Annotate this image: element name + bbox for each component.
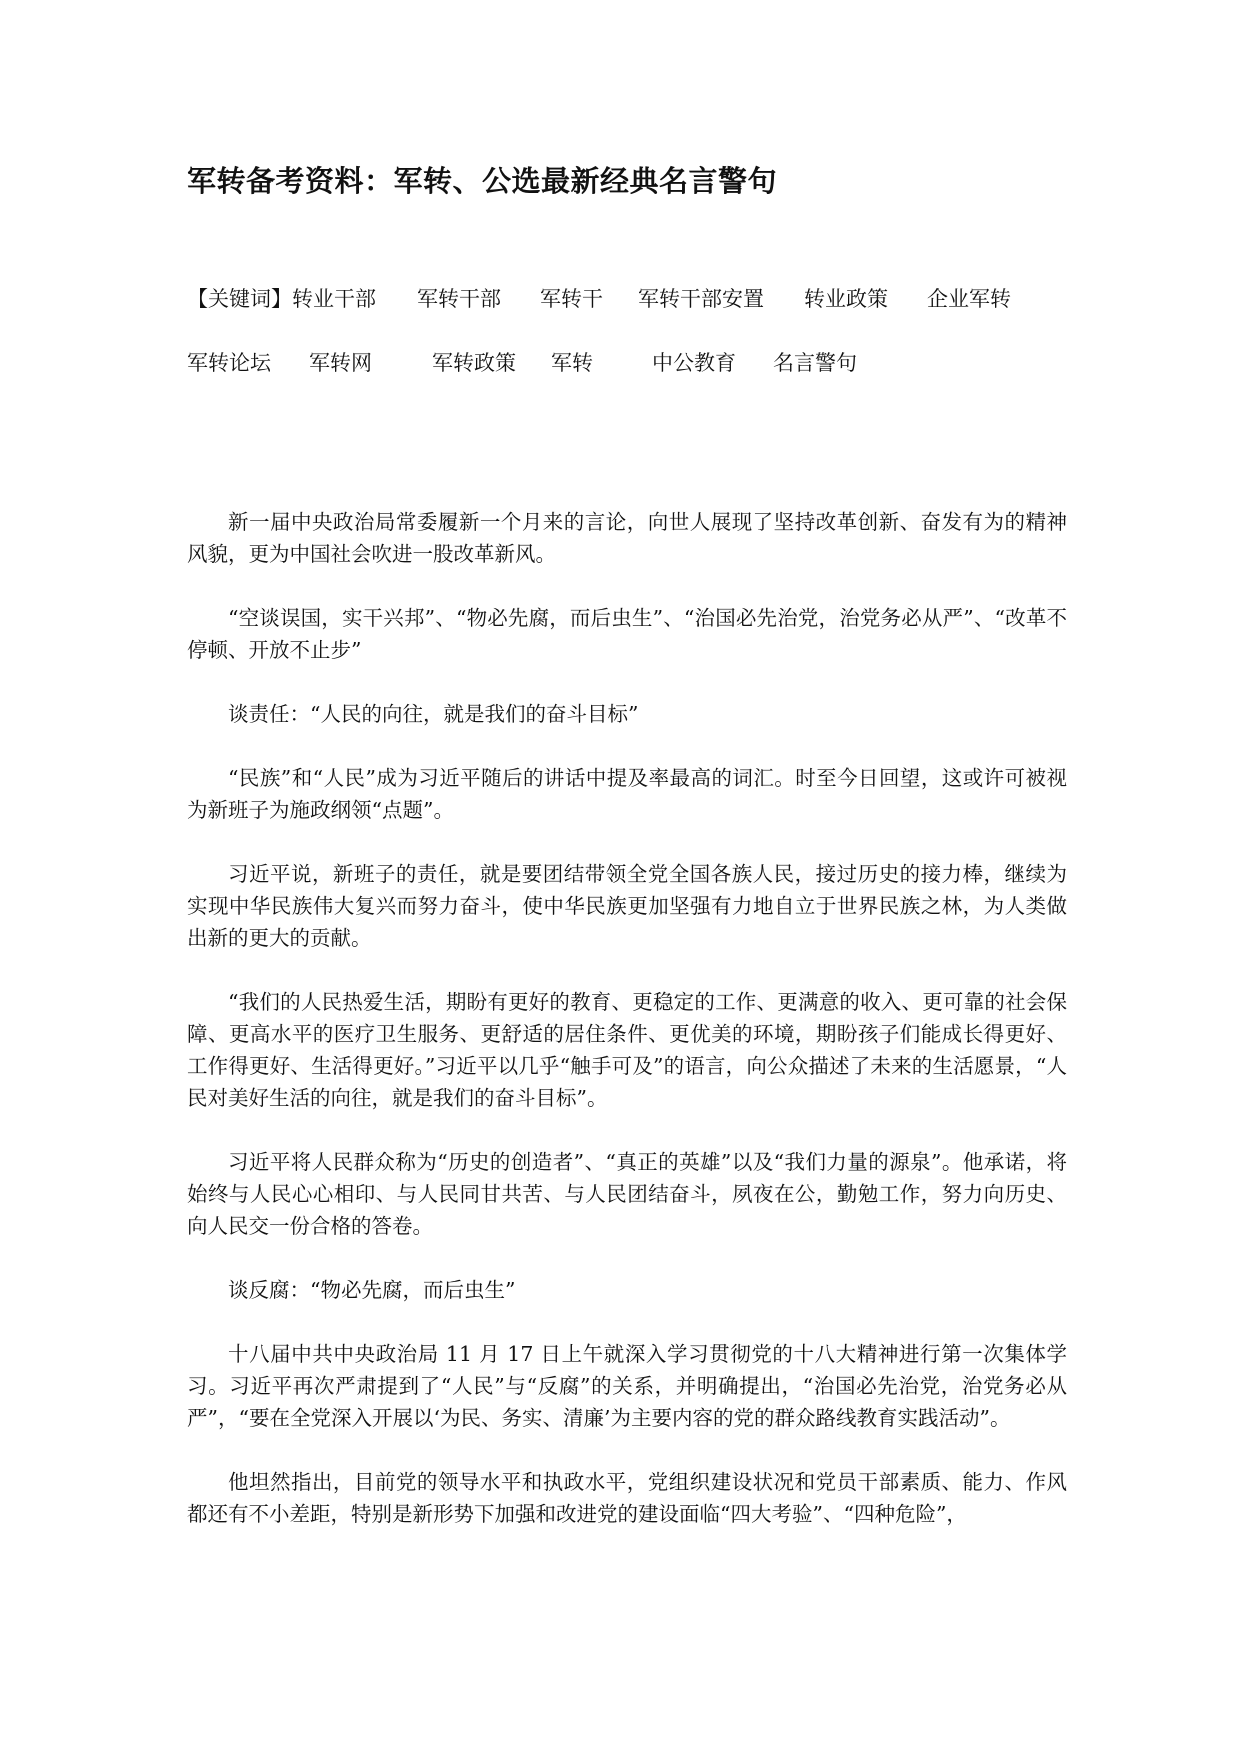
keyword-item: 军转干部安置	[638, 287, 764, 311]
body-paragraph: “民族”和“人民”成为习近平随后的讲话中提及率最高的词汇。时至今日回望，这或许可被视为新班子为施政纲领“点题”。	[187, 766, 1067, 822]
keyword-item: 中公教育	[652, 351, 736, 375]
keyword-item: 军转政策	[432, 351, 516, 375]
document-body	[187, 506, 1067, 1562]
body-paragraph: 他坦然指出，目前党的领导水平和执政水平，党组织建设状况和党员干部素质、能力、作风都还有不小差距，特别是新形势下加强和改进党的建设面临“四大考验”、“四种危险”，	[187, 1470, 1067, 1526]
keyword-item: 转业政策	[804, 287, 888, 311]
keyword-item: 军转干	[540, 287, 603, 311]
keyword-item: 名言警句	[773, 351, 857, 375]
keyword-item: 军转	[551, 351, 593, 375]
section-heading-responsibility: 谈责任：“人民的向往，就是我们的奋斗目标”	[228, 702, 639, 726]
section-heading-anticorruption: 谈反腐：“物必先腐，而后虫生”	[228, 1278, 516, 1302]
keyword-item: 军转网	[309, 351, 372, 375]
body-paragraph: 十八届中共中央政治局 11 月 17 日上午就深入学习贯彻党的十八大精神进行第一次集体学习。习近平再次严肃提到了“人民”与“反腐”的关系，并明确提出，“治国必先治党，治党务必从严”，“要在全党深入开展以‘为民、务实、清廉’为主要内容的党的群众路线教育实践活动”。	[187, 1342, 1067, 1430]
keyword-item: 军转论坛	[187, 351, 271, 375]
body-paragraph: 习近平说，新班子的责任，就是要团结带领全党全国各族人民，接过历史的接力棒，继续为实现中华民族伟大复兴而努力奋斗，使中华民族更加坚强有力地自立于世界民族之林，为人类做出新的更大的贡献。	[187, 862, 1067, 950]
keyword-item: 军转干部	[417, 287, 501, 311]
body-paragraph: “我们的人民热爱生活，期盼有更好的教育、更稳定的工作、更满意的收入、更可靠的社会保障、更高水平的医疗卫生服务、更舒适的居住条件、更优美的环境，期盼孩子们能成长得更好、工作得更好、生活得更好。”习近平以几乎“触手可及”的语言，向公众描述了未来的生活愿景，“人民对美好生活的向往，就是我们的奋斗目标”。	[187, 990, 1067, 1110]
body-paragraph: 新一届中央政治局常委履新一个月来的言论，向世人展现了坚持改革创新、奋发有为的精神风貌，更为中国社会吹进一股改革新风。	[187, 510, 1067, 566]
keyword-item: 企业军转	[927, 287, 1011, 311]
body-paragraph: “空谈误国，实干兴邦”、“物必先腐，而后虫生”、“治国必先治党，治党务必从严”、“改革不停顿、开放不止步”	[187, 606, 1067, 662]
keywords-row-2	[187, 346, 1067, 380]
body-paragraph: 习近平将人民群众称为“历史的创造者”、“真正的英雄”以及“我们力量的源泉”。他承诺，将始终与人民心心相印、与人民同甘共苦、与人民团结奋斗，夙夜在公，勤勉工作，努力向历史、向人民交一份合格的答卷。	[187, 1150, 1067, 1238]
keywords-row-1	[187, 282, 1067, 316]
keyword-label-item: 【关键词】转业干部	[187, 287, 376, 311]
document-title: 军转备考资料：军转、公选最新经典名言警句	[187, 164, 778, 198]
